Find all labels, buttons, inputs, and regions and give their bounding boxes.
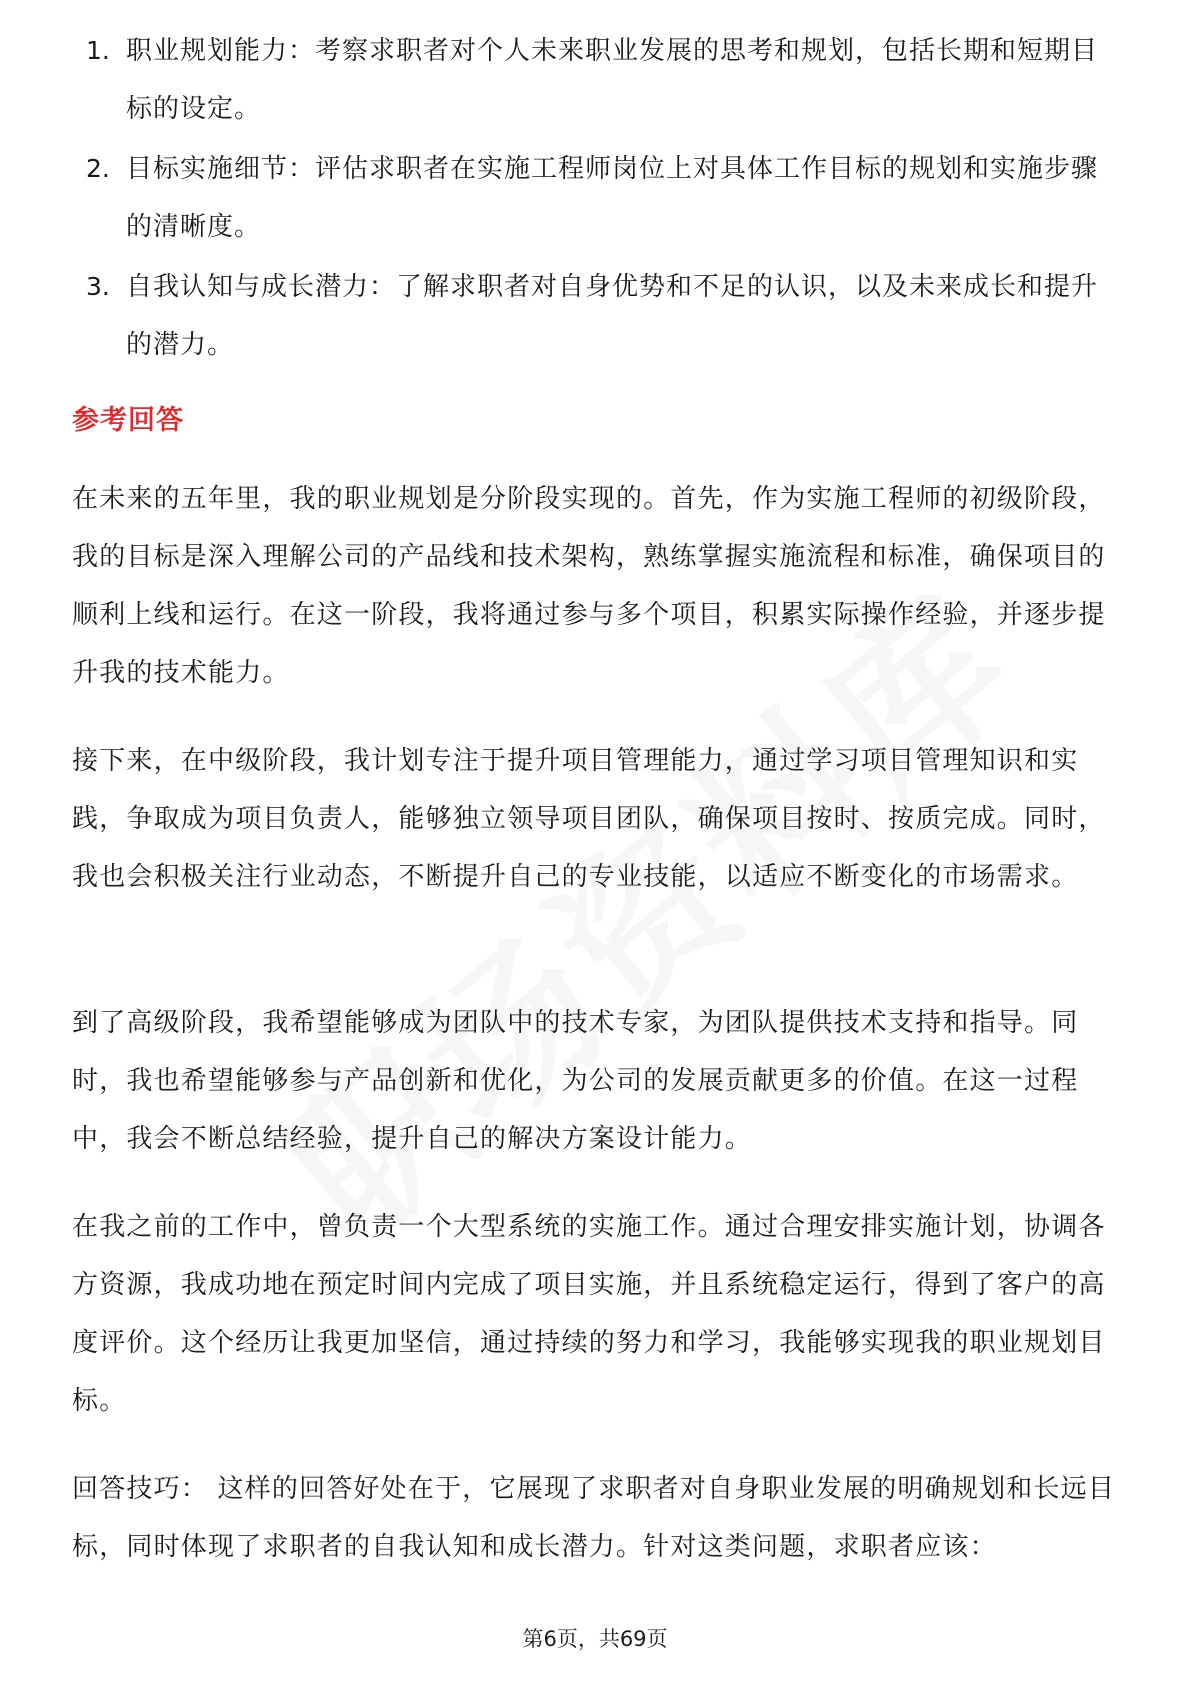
list-item-text: 自我认知与成长潜力：了解求职者对自身优势和不足的认识，以及未来成长和提升的潜力。 xyxy=(126,272,1099,360)
list-item-number: 3. xyxy=(86,272,110,301)
answer-paragraph: 在未来的五年里，我的职业规划是分阶段实现的。首先，作为实施工程师的初级阶段，我的目标是深入理解公司的产品线和技术架构，熟练掌握实施流程和标准，确保项目的顺利上线和运行。在这一阶段，我将通过参与多个项目，积累实际操作经验，并逐步提升我的技术能力。 xyxy=(72,484,1106,688)
section-title: 参考回答 xyxy=(72,405,184,436)
list-item-number: 2. xyxy=(86,154,110,183)
list-item-text: 职业规划能力：考察求职者对个人未来职业发展的思考和规划，包括长期和短期目标的设定。 xyxy=(126,36,1099,124)
list-item-number: 1. xyxy=(86,36,110,65)
tips-paragraph: 回答技巧： 这样的回答好处在于，它展现了求职者对自身职业发展的明确规划和长远目标，同时体现了求职者的自我认知和成长潜力。针对这类问题，求职者应该： xyxy=(72,1474,1116,1562)
answer-paragraph: 在我之前的工作中，曾负责一个大型系统的实施工作。通过合理安排实施计划，协调各方资源，我成功地在预定时间内完成了项目实施，并且系统稳定运行，得到了客户的高度评价。这个经历让我更加坚信，通过持续的努力和学习，我能够实现我的职业规划目标。 xyxy=(72,1212,1106,1416)
list-item-text: 目标实施细节：评估求职者在实施工程师岗位上对具体工作目标的规划和实施步骤的清晰度。 xyxy=(126,154,1099,242)
answer-paragraph: 到了高级阶段，我希望能够成为团队中的技术专家，为团队提供技术支持和指导。同时，我也希望能够参与产品创新和优化，为公司的发展贡献更多的价值。在这一过程中，我会不断总结经验，提升自己的解决方案设计能力。 xyxy=(72,1008,1079,1154)
answer-paragraph: 接下来，在中级阶段，我计划专注于提升项目管理能力，通过学习项目管理知识和实践，争取成为项目负责人，能够独立领导项目团队，确保项目按时、按质完成。同时，我也会积极关注行业动态，不断提升自己的专业技能，以适应不断变化的市场需求。 xyxy=(72,746,1106,892)
page-number: 第6页，共69页 xyxy=(522,1627,668,1651)
